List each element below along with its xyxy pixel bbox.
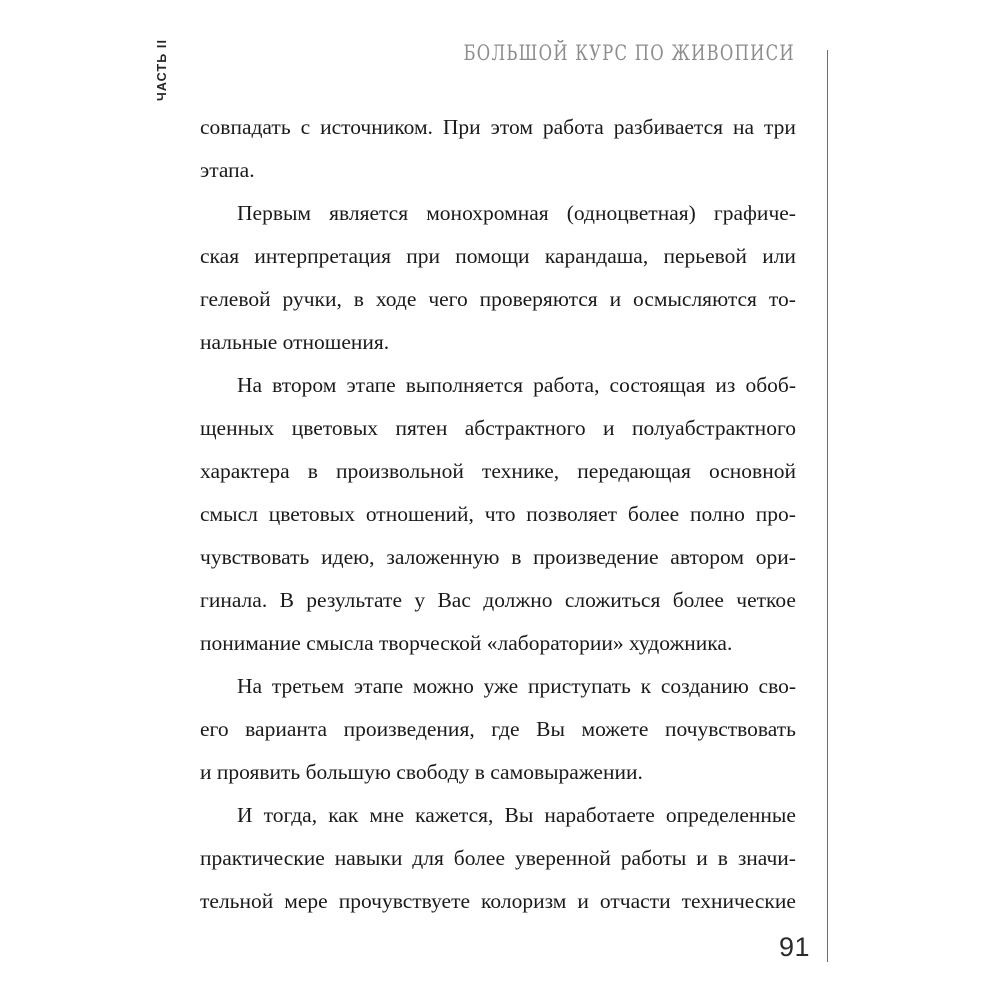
word: третьем (271, 674, 345, 698)
word: из (715, 373, 736, 397)
word: где (491, 717, 520, 741)
word: что (484, 502, 516, 526)
page-vertical-rule (827, 50, 828, 962)
word: навыки (334, 846, 403, 870)
word: более (672, 588, 724, 612)
text-line (200, 235, 796, 278)
word: идею, (321, 545, 375, 569)
page-number: 91 (779, 932, 811, 962)
text-line (200, 106, 796, 149)
word: Вы (504, 803, 534, 827)
text-line (200, 708, 796, 751)
word: можно (412, 674, 474, 698)
word: созданию (660, 674, 749, 698)
word: смысл (200, 502, 258, 526)
word: почувствовать (664, 717, 796, 741)
word: позволяет (526, 502, 618, 526)
word: можете (581, 717, 649, 741)
word: монохромная (426, 201, 549, 225)
text-line (200, 364, 796, 407)
word: интерпретация (254, 244, 391, 268)
word: то- (768, 287, 796, 311)
word: практические (200, 846, 325, 870)
word: работы (620, 846, 687, 870)
word: у (414, 588, 426, 612)
word: уверенной (514, 846, 611, 870)
word: и (577, 889, 589, 913)
word: этапе (353, 674, 404, 698)
text-line: нальные отношения. (200, 330, 390, 354)
word: ори- (755, 545, 796, 569)
word: чего (428, 287, 468, 311)
word: в (307, 459, 318, 483)
word: работа (542, 115, 604, 139)
word: карандаша, (544, 244, 649, 268)
word: три (764, 115, 796, 139)
word: при (406, 244, 441, 268)
word: является (329, 201, 409, 225)
word: отчасти (599, 889, 671, 913)
word: и (603, 416, 615, 440)
word: заложенную (386, 545, 500, 569)
word: для (412, 846, 444, 870)
text-line (200, 837, 796, 880)
word: При (442, 115, 481, 139)
word: произведение (533, 545, 659, 569)
word: более (627, 502, 680, 526)
word: тельной (200, 889, 274, 913)
word: этом (490, 115, 533, 139)
word: технические (681, 889, 796, 913)
word: тогда, (263, 803, 318, 827)
word: и (696, 846, 708, 870)
word: Первым (237, 201, 312, 225)
word: разбивается (613, 115, 724, 139)
word: в (353, 287, 364, 311)
word: графиче- (713, 201, 796, 225)
text-line (200, 794, 796, 837)
word: отношений, (365, 502, 474, 526)
word: и (609, 287, 622, 311)
word: его (200, 717, 229, 741)
word: чувствовать (200, 545, 310, 569)
text-line: понимание смысла творческой «лаборатории» художника. (200, 631, 733, 655)
word: или (762, 244, 796, 268)
word: абстрактного (464, 416, 586, 440)
running-head-book-title: БОЛЬШОЙ КУРС ПО ЖИВОПИСИ (463, 41, 795, 65)
word: на (732, 115, 755, 139)
word: сложиться (564, 588, 661, 612)
word: выполняется (405, 373, 524, 397)
word: колоризм (481, 889, 567, 913)
word: мере (284, 889, 328, 913)
word: в (717, 846, 728, 870)
word: этапе (346, 373, 396, 397)
word: уже (483, 674, 519, 698)
word: четкое (736, 588, 796, 612)
text-line (200, 407, 796, 450)
text-line: этапа. (200, 158, 255, 182)
text-line (200, 536, 796, 579)
paragraph (200, 665, 796, 794)
text-line (200, 192, 796, 235)
word: результате (306, 588, 402, 612)
word: проверяются (479, 287, 598, 311)
word: определенные (665, 803, 796, 827)
word: про- (755, 502, 796, 526)
word: в (511, 545, 522, 569)
word: пятен (395, 416, 448, 440)
word: ходе (375, 287, 417, 311)
word: гелевой (200, 287, 271, 311)
word: осмысляются (633, 287, 757, 311)
running-head-part-marker: ЧАСТЬ II (154, 38, 169, 102)
word: источником. (320, 115, 433, 139)
word: И (237, 803, 253, 827)
word: полно (689, 502, 745, 526)
word: основной (708, 459, 796, 483)
word: сво- (758, 674, 796, 698)
word: произведения, (343, 717, 475, 741)
word: гинала. (200, 588, 268, 612)
word: Вы (536, 717, 565, 741)
word: помощи (455, 244, 530, 268)
word: полуабстрактного (631, 416, 796, 440)
text-line: и проявить большую свободу в самовыражении. (200, 760, 643, 784)
word: с (300, 115, 311, 139)
word: Вас (437, 588, 471, 612)
paragraph (200, 364, 796, 665)
word: более (453, 846, 506, 870)
word: втором (272, 373, 337, 397)
paragraph (200, 192, 796, 364)
text-line (200, 450, 796, 493)
word: автором (670, 545, 744, 569)
text-line (200, 579, 796, 622)
word: состоящая (609, 373, 706, 397)
text-line (200, 665, 796, 708)
paragraph (200, 106, 796, 192)
word: ская (200, 244, 240, 268)
word: совпадать (200, 115, 291, 139)
body-text-block (200, 106, 796, 923)
word: варианта (245, 717, 328, 741)
word: передающая (577, 459, 691, 483)
word: как (328, 803, 359, 827)
word: цветовых (291, 416, 379, 440)
word: обоб- (745, 373, 796, 397)
text-line (200, 880, 796, 923)
word: перьевой (663, 244, 747, 268)
word: к (640, 674, 652, 698)
word: произвольной (336, 459, 464, 483)
word: наработаете (544, 803, 655, 827)
word: работа, (533, 373, 600, 397)
word: приступать (527, 674, 631, 698)
word: характера (200, 459, 290, 483)
word: прочувствуете (338, 889, 471, 913)
word: цветовых (268, 502, 355, 526)
word: (одноцветная) (566, 201, 696, 225)
text-line (200, 493, 796, 536)
word: щенных (200, 416, 275, 440)
word: На (237, 674, 263, 698)
word: В (279, 588, 294, 612)
word: На (237, 373, 263, 397)
text-line (200, 278, 796, 321)
word: значи- (737, 846, 796, 870)
word: ручки, (282, 287, 342, 311)
paragraph (200, 794, 796, 923)
word: должно (483, 588, 553, 612)
word: мне (369, 803, 405, 827)
word: кажется, (415, 803, 494, 827)
word: технике, (481, 459, 560, 483)
